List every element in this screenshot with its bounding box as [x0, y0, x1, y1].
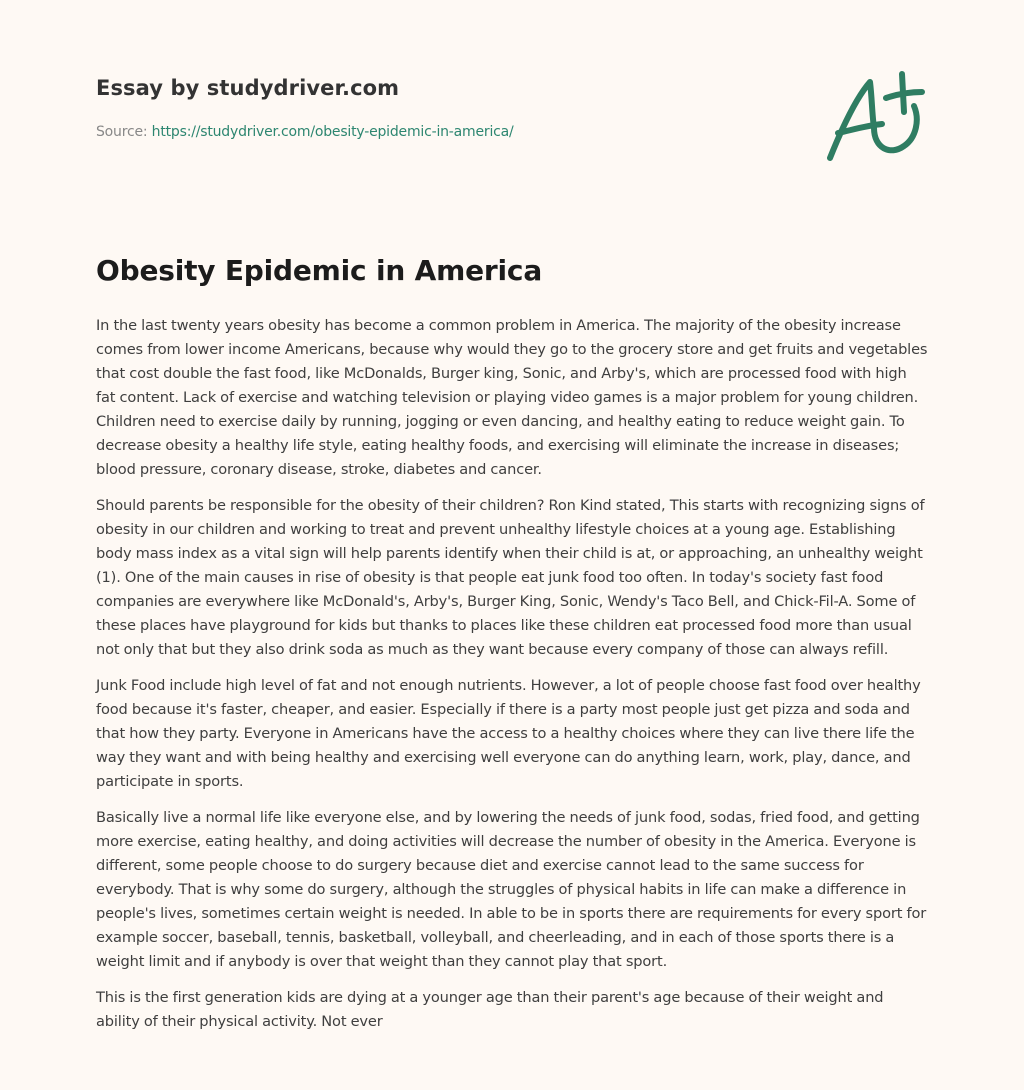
source-line: [96, 124, 514, 140]
essay-paragraph: In the last twenty years obesity has become a common problem in America. The majority of the obesity increase comes from lower income Americans, because why would they go to the grocery store and get fruits and vegetables that cost double the fast food, like McDonalds, Burger king, Sonic, and Arby's, which are processed food with high fat content. Lack of exercise and watching television or playing video games is a major problem for young children. Children need to exercise daily by running, jogging or even dancing, and healthy eating to reduce weight gain. To decrease obesity a healthy life style, eating healthy foods, and exercising will eliminate the increase in diseases; blood pressure, coronary disease, stroke, diabetes and cancer.: [96, 317, 928, 478]
essay-paragraph: Junk Food include high level of fat and not enough nutrients. However, a lot of people choose fast food over healthy food because it's faster, cheaper, and easier. Especially if there is a party most people just get pizza and soda and that how they party. Everyone in Americans have the access to a healthy choices where they can live there life the way they want and with being healthy and exercising well everyone can do anything learn, work, play, dance, and participate in sports.: [96, 677, 921, 790]
essay-paragraph: Basically live a normal life like everyone else, and by lowering the needs of junk food, sodas, fried food, and getting more exercise, eating healthy, and doing activities will decrease the number of obesity in the America. Everyone is different, some people choose to do surgery because diet and exercise cannot lead to the same success for everybody. That is why some do surgery, although the struggles of physical habits in life can make a difference in people's lives, sometimes certain weight is needed. In able to be in sports there are requirements for every sport for example soccer, baseball, tennis, basketball, volleyball, and cheerleading, and in each of those sports there is a weight limit and if anybody is over that weight than they cannot play that sport.: [96, 809, 927, 970]
essay-title: Obesity Epidemic in America: [96, 254, 543, 287]
essay-paragraph: This is the first generation kids are dying at a younger age than their parent's age because of their weight and ability of their physical activity. Not ever: [96, 989, 884, 1030]
essay-body: [96, 314, 930, 1046]
source-label: Source:: [96, 124, 148, 140]
essay-paragraph: Should parents be responsible for the obesity of their children? Ron Kind stated, This starts with recognizing signs of obesity in our children and working to treat and prevent unhealthy lifestyle choices at a young age. Establishing body mass index as a vital sign will help parents identify when their child is at, or approaching, an unhealthy weight (1). One of the main causes in rise of obesity is that people eat junk food too often. In today's society fast food companies are everywhere like McDonald's, Arby's, Burger King, Sonic, Wendy's Taco Bell, and Chick-Fil-A. Some of these places have playground for kids but thanks to places like these children eat processed food more than usual not only that but they also drink soda as much as they want because every company of those can always refill.: [96, 497, 925, 658]
site-title: Essay by studydriver.com: [96, 76, 400, 100]
source-link[interactable]: https://studydriver.com/obesity-epidemic-in-america/: [151, 124, 514, 140]
a-plus-grade-icon: [820, 68, 926, 164]
essay-header: [96, 0, 936, 200]
